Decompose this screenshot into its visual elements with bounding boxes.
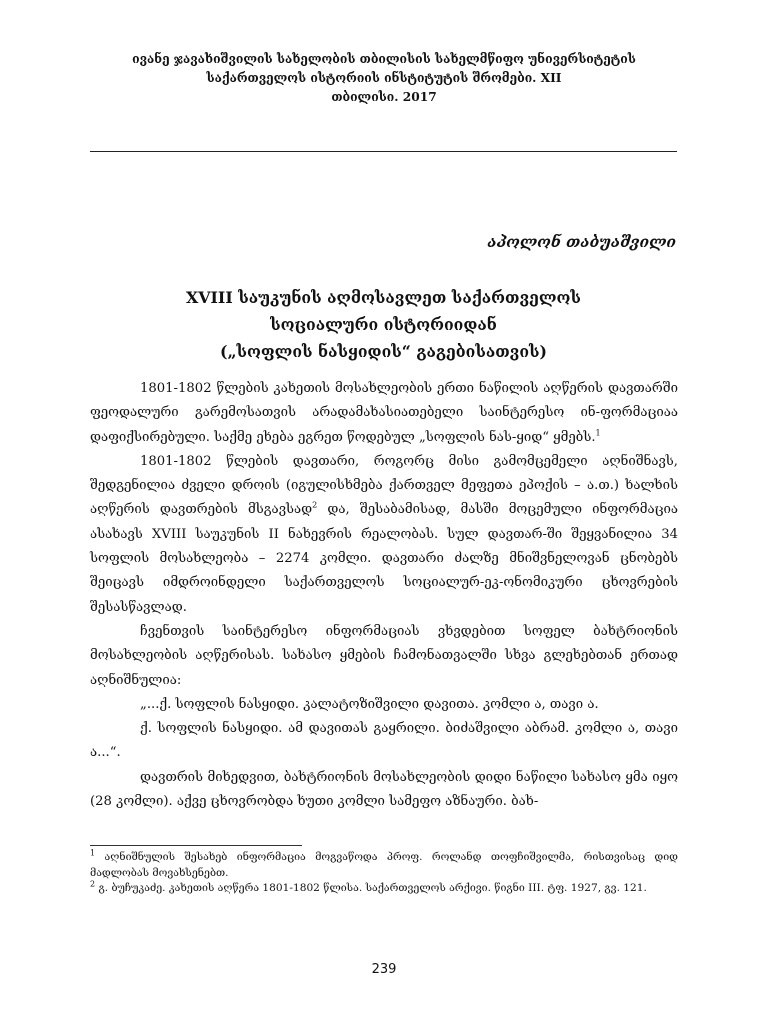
quote-line-2: ქ. სოფლის ნასყიდი. ამ დავითას გაყრილი. ბიძაშვილი აბრამ. კომლი ა, თავი ა...“. [90, 721, 678, 761]
paragraph-1 [90, 377, 678, 450]
header-university: ივანე ჯავახიშვილის სახელობის თბილისის სახელმწიფო უნივერსიტეტის [132, 52, 636, 66]
page-number: 239 [371, 962, 397, 977]
footnote-1-number: 1 [90, 848, 96, 858]
paragraph-2-text-b: და, შესაბამისად, მასში მოცემული ინფორმაცია ასახავს XVIII საუკუნის II ნახევრის რეალობას. სულ დავთარ-ში შეყვანილია 34 სოფლის მოსახლეობა – 2274 კომლი. დავთარი ძალზე მნიშვნელოვან ცნობებს შეიცავს იმდროინდელი საქართველოს სოციალურ-ეკ-ონომიკური ცხოვრების შესასწავლად. [90, 502, 679, 615]
footnote-ref-1[interactable]: 1 [595, 428, 601, 438]
footnote-divider [90, 845, 302, 846]
header-divider [90, 151, 677, 152]
header-series: საქართველოს ისტორიის ინსტიტუტის შრომები. XII [206, 71, 562, 85]
journal-header [60, 50, 708, 107]
footnote-1 [90, 850, 678, 881]
paragraph-2 [90, 450, 678, 620]
footnote-2-number: 2 [90, 879, 96, 889]
article-title [90, 284, 677, 365]
title-line-2: სოციალური ისტორიიდან [270, 315, 497, 334]
footnote-2-text: გ. ბუჩუკაძე. კახეთის აღწერა 1801-1802 წლისა. საქართველოს არქივი. წიგნი III. ტფ. 1927, გვ. 121. [98, 882, 647, 894]
author-name: აპოლონ თაბუაშვილი [487, 232, 676, 251]
header-city-year: თბილისი. 2017 [331, 90, 437, 104]
footnotes [90, 850, 678, 897]
paragraph-4: დავთრის მიხედვით, ბახტრიონის მოსახლეობის დიდი ნაწილი სახასო ყმა იყო (28 კომლი). აქვე ცხოვრობდა ხუთი კომლი სამეფო აზნაური. ბახ- [90, 769, 678, 810]
title-line-1: XVIII საუკუნის აღმოსავლეთ საქართველოს [186, 288, 581, 307]
article-body [90, 377, 678, 814]
footnote-2 [90, 881, 678, 897]
paragraph-1-text: 1801-1802 წლების კახეთის მოსახლეობის ერთი ნაწილის აღწერის დავთარში ფეოდალური გარემოსათვის არადამახასიათებელი საინტერესო ინ-ფორმაციაა დაფიქსირებული. საქმე ეხება ეგრეთ წოდებულ „სოფლის ნას-ყიდ“ ყმებს. [90, 381, 678, 445]
title-line-3: („სოფლის ნასყიდის“ გაგებისათვის) [219, 342, 548, 361]
footnote-1-text: აღნიშნულის შესახებ ინფორმაცია მოგვაწოდა პროფ. როლანდ თოფჩიშვილმა, რისთვისაც დიდ მადლობას მოვახსენებთ. [90, 851, 679, 879]
paragraph-2-text-a: 1801-1802 წლების დავთარი, როგორც მისი გამომცემელი აღნიშნავს, შედგენილია ძველი დროის (იგულისხმება ქართველ მეფეთა ეპოქის – ა.თ.) ხალხის აღწერის დავთრების მსგავსად [90, 453, 678, 518]
quote-line-1: „...ქ. სოფლის ნასყიდი. კალატოზიშვილი დავითა. კომლი ა, თავი ა. [140, 696, 599, 712]
footnote-ref-2[interactable]: 2 [312, 501, 318, 511]
paragraph-3: ჩვენთვის საინტერესო ინფორმაციას ვხვდებით სოფელ ბახტრიონის მოსახლეობის აღწერისას. სახასო ყმების ჩამონათვალში სხვა გლეხებთან ერთად აღნიშნულია: [90, 623, 678, 688]
